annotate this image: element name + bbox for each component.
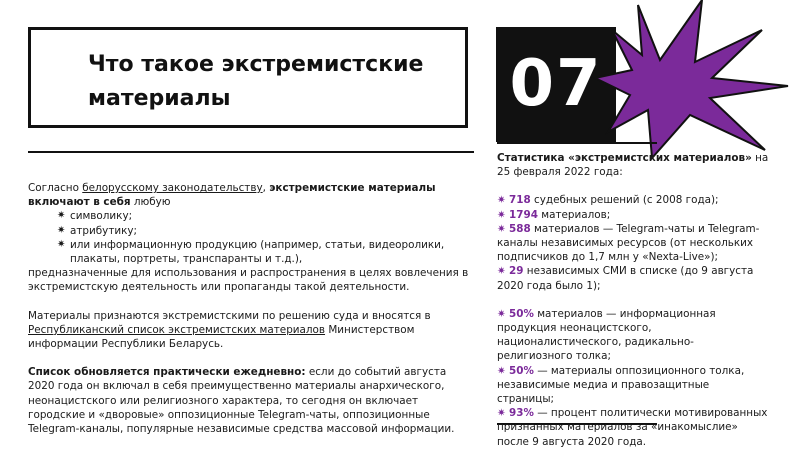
intro-suffix: любую [130,196,171,209]
stat-item: ✷ 1794 материалов; [497,208,611,221]
law-link[interactable]: белорусскому законодательству [82,182,263,194]
list-item: ✷ или информационную продукцию (например, статьи, видеоролики, плакаты, портреты, транспаранты и т.д.), [57,238,445,266]
slide-number: 07 [509,47,603,121]
page-title: Что такое экстремистские материалы [88,52,424,111]
intro-bold: экстремистские материалы включают в себя [28,182,436,209]
update-paragraph: Список обновляется практически ежедневно: если до событий августа 2020 года он включал в себя преимущественно материалы анархического, неонацистского или религиозного характера, то сегодня он включает городские и «дворовые» оппозиционные Telegram-чаты, оппозиционные Telegram-каналы, популярные независимые средства массовой информации. [28,366,455,436]
list-item: ✷ атрибутику; [57,224,138,237]
star-bullet-icon: ✷ [57,238,66,250]
extremist-list-link[interactable]: Республиканский список экстремистских материалов [28,323,326,336]
stat-item: ✷ 588 материалов — Telegram-чаты и Telegram-каналы независимых ресурсов (от нескольких подписчиков до 1,7 млн у «Nexta-Live»); [497,222,760,264]
star-bullet-icon: ✷ [497,265,506,278]
definition-column [28,181,474,436]
left-divider [28,151,474,153]
intro-comma: , [262,182,270,194]
court-paragraph: Материалы признаются экстремистскими по решению суда и вносятся в Республиканский список экстремистских материалов Министерством информации Республики Беларусь. [28,309,431,351]
star-bullet-icon: ✷ [57,210,66,222]
intro-text: Согласно [28,182,83,194]
stat-item: ✷ 29 независимых СМИ в списке (до 9 августа 2020 года было 1); [497,265,754,292]
star-bullet-icon: ✷ [497,194,506,207]
stat-item: ✷ 93% — процент политически мотивированных признанных материалов за «инакомыслие» после 9 августа 2020 года. [497,407,768,448]
statistics-column [497,151,769,449]
star-bullet-icon: ✷ [497,364,506,377]
star-bullet-icon: ✷ [497,407,506,420]
stat-item: ✷ 718 судебных решений (с 2008 года); [497,194,719,207]
stats-heading: Статистика «экстремистских материалов» на 25 февраля 2022 года: [497,152,769,179]
intro-paragraph [28,181,474,209]
star-bullet-icon: ✷ [497,208,506,221]
stat-item: ✷ 50% материалов — информационная продукция неонацистского, националистического, радикально-религиозного толка; [497,307,716,363]
right-divider-top [497,142,657,144]
purpose-paragraph: предназначенные для использования и распространения в целях вовлечения в экстремистскую деятельность или пропаганды такой деятельности. [28,267,469,294]
list-item: ✷ символику; [57,210,133,223]
star-bullet-icon: ✷ [497,222,506,235]
stat-item: ✷ 50% — материалы оппозиционного толка, независимые медиа и правозащитные страницы; [497,364,745,406]
material-types-list [28,209,474,266]
star-bullet-icon: ✷ [497,307,506,320]
burst-star-icon [590,0,790,160]
title-frame [28,27,468,128]
star-bullet-icon: ✷ [57,224,66,236]
